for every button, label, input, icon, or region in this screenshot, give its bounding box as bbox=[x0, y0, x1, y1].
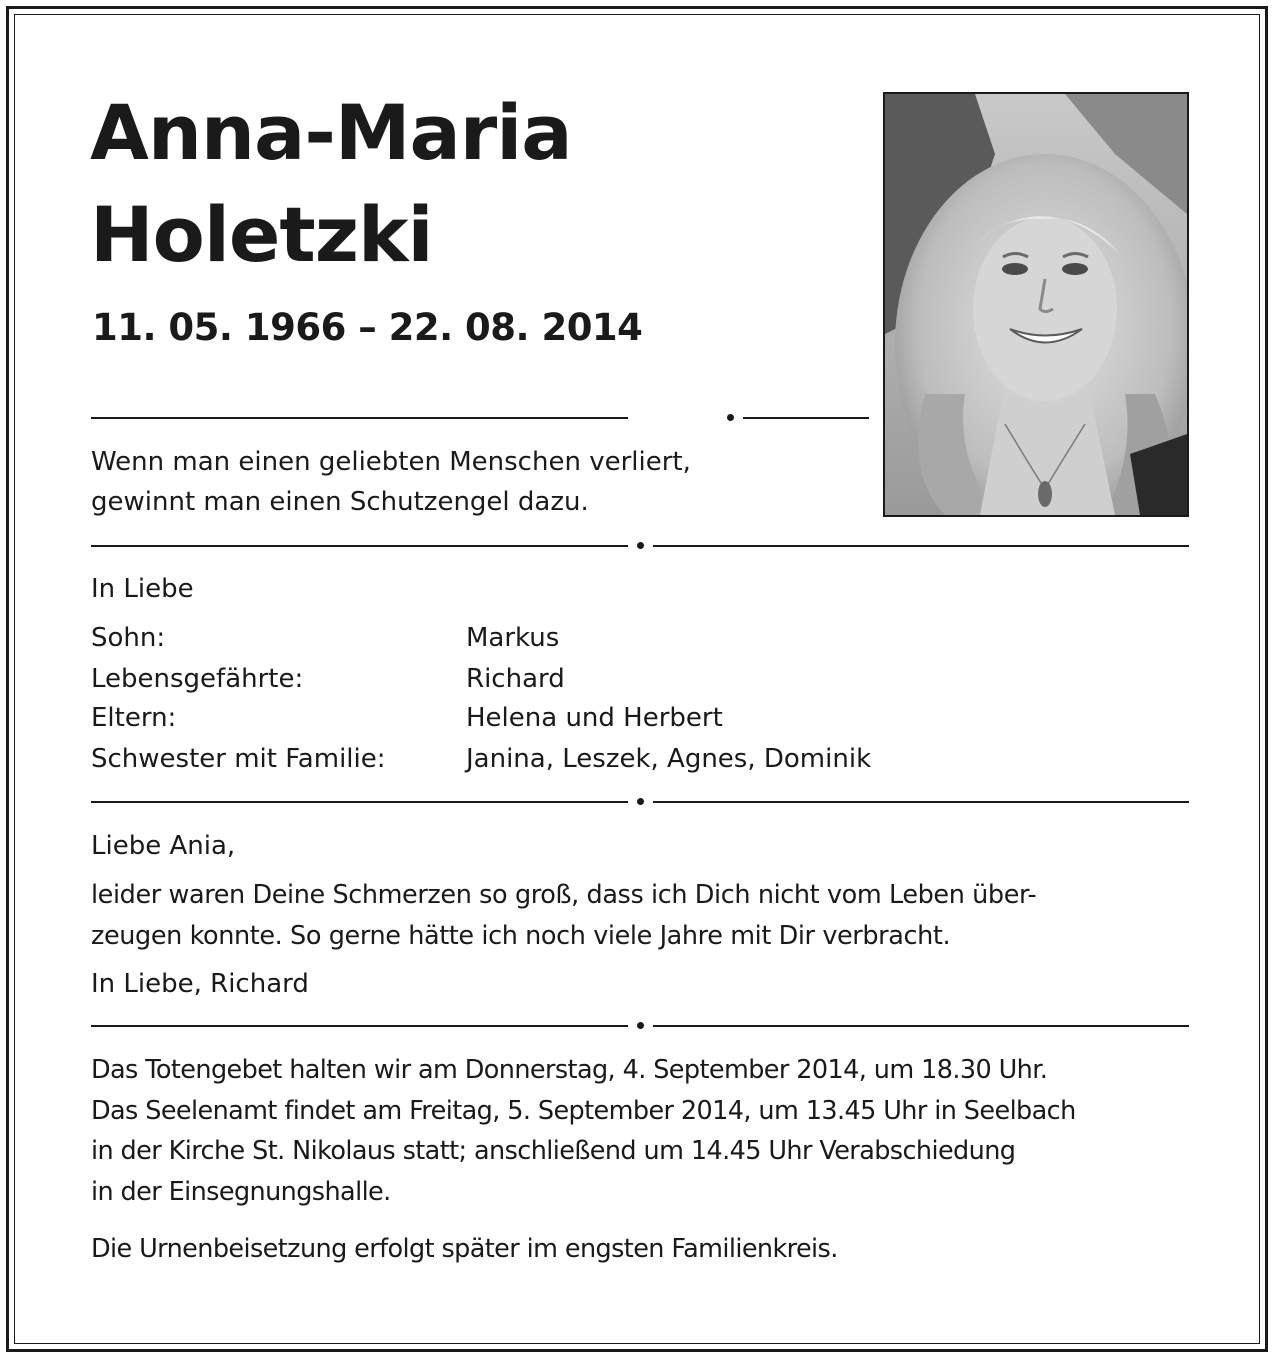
relation-names: Helena und Herbert bbox=[466, 703, 723, 733]
relation-names: Markus bbox=[466, 623, 560, 653]
divider-4 bbox=[91, 1020, 1189, 1032]
relation-label: Eltern: bbox=[91, 703, 177, 733]
divider-3 bbox=[91, 796, 1189, 808]
service-line-2: Das Seelenamt findet am Freitag, 5. September 2014, um 13.45 Uhr in Seelbach bbox=[91, 1096, 1076, 1126]
letter-salutation: Liebe Ania, bbox=[91, 831, 236, 861]
divider-dot bbox=[637, 798, 644, 805]
quote-line-2: gewinnt man einen Schutzengel dazu. bbox=[91, 487, 589, 517]
service-line-4: in der Einsegnungshalle. bbox=[91, 1177, 391, 1207]
relation-label: Sohn: bbox=[91, 623, 166, 653]
life-dates: 11. 05. 1966 – 22. 08. 2014 bbox=[92, 306, 643, 349]
portrait-photo bbox=[883, 92, 1189, 517]
divider-2 bbox=[91, 540, 1189, 552]
letter-body-line-2: zeugen konnte. So gerne hätte ich noch viele Jahre mit Dir verbracht. bbox=[91, 921, 951, 951]
relation-names: Richard bbox=[466, 664, 565, 694]
urn-note: Die Urnenbeisetzung erfolgt später im engsten Familienkreis. bbox=[91, 1234, 838, 1264]
letter-body-line-1: leider waren Deine Schmerzen so groß, dass ich Dich nicht vom Leben über- bbox=[91, 880, 1037, 910]
service-line-1: Das Totengebet halten wir am Donnerstag, 4. September 2014, um 18.30 Uhr. bbox=[91, 1055, 1048, 1085]
divider-dot bbox=[637, 542, 644, 549]
service-line-3: in der Kirche St. Nikolaus statt; anschließend um 14.45 Uhr Verabschiedung bbox=[91, 1136, 1016, 1166]
relation-label: Schwester mit Familie: bbox=[91, 744, 386, 774]
letter-closing: In Liebe, Richard bbox=[91, 969, 309, 999]
relation-label: Lebensgefährte: bbox=[91, 664, 304, 694]
deceased-first-name: Anna-Maria bbox=[90, 88, 572, 177]
family-intro: In Liebe bbox=[91, 574, 194, 604]
relation-names: Janina, Leszek, Agnes, Dominik bbox=[466, 744, 872, 774]
divider-1 bbox=[91, 412, 869, 424]
divider-dot bbox=[727, 414, 734, 421]
quote-line-1: Wenn man einen geliebten Menschen verliert, bbox=[91, 447, 691, 477]
portrait-photo-icon bbox=[885, 94, 1187, 515]
divider-dot bbox=[637, 1022, 644, 1029]
deceased-last-name: Holetzki bbox=[90, 190, 433, 279]
